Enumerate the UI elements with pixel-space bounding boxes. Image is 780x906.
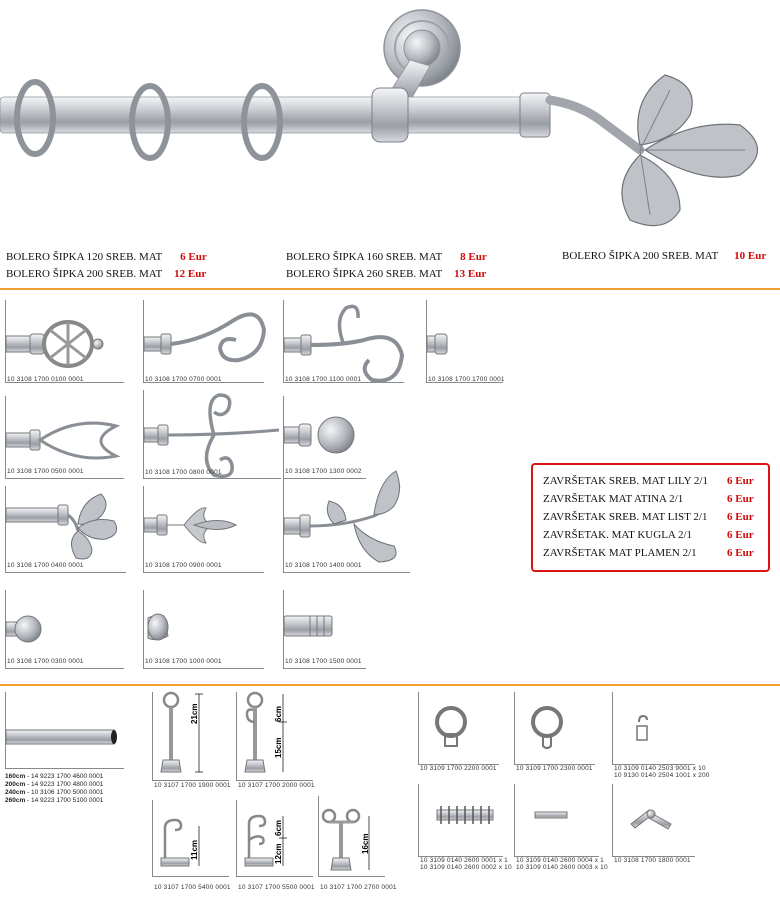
product-code: 10 3108 1700 0800 0001 [145, 469, 222, 476]
product-price: 6 Eur [727, 511, 754, 523]
rod-length: 200cm [5, 781, 26, 788]
rod-lengths-cell [5, 692, 124, 769]
accessory-cell-2 [514, 692, 595, 772]
finial-price-row [543, 511, 754, 523]
finial-endcap-icon [427, 300, 503, 382]
product-code: 10 3108 1700 0700 0001 [145, 376, 222, 383]
rod-length-list [5, 773, 103, 805]
finial-cell-2 [143, 300, 264, 383]
finial-cell-8 [5, 486, 126, 573]
section-divider-bottom [0, 684, 780, 686]
product-name: BOLERO ŠIPKA 200 SREB. MAT [562, 250, 719, 262]
rod-length: 240cm [5, 789, 26, 796]
accessory-cell-5 [514, 784, 608, 871]
finial-knob-icon [144, 590, 264, 668]
finial-price-row [543, 529, 754, 541]
accessory-cell-3 [612, 692, 710, 779]
hero-curtain-rod-image [0, 0, 780, 240]
finial-price-row [543, 475, 754, 487]
bracket-dim-label: 15cm [274, 737, 283, 758]
ring-hook-icon [515, 692, 595, 764]
product-name: ZAVRŠETAK SREB. MAT LILY 2/1 [543, 475, 708, 487]
product-price: 6 Eur [727, 529, 754, 541]
product-code: 10 3109 1700 2200 0001 [420, 765, 497, 772]
product-price: 13 Eur [454, 268, 487, 280]
accessory-cell-6 [612, 784, 695, 864]
product-price: 10 Eur [734, 250, 767, 262]
finial-price-row [543, 547, 754, 559]
product-code: 10 3109 0140 2503 9001 x 10 [614, 765, 706, 772]
finial-cell-1 [5, 300, 124, 383]
finial-cell-12 [143, 590, 264, 669]
rod-code: - 14 9223 1700 4600 0001 [25, 773, 104, 780]
finial-cage-icon [6, 300, 124, 382]
product-code: 10 9130 0140 2504 1001 x 200 [614, 772, 710, 779]
finial-cell-9 [143, 486, 264, 573]
product-code: 10 3109 0140 2600 0001 x 1 [420, 857, 508, 864]
finial-cell-11 [5, 590, 124, 669]
finial-ball-small-icon [6, 590, 124, 668]
finial-cell-3 [283, 300, 404, 383]
hero-price-3 [286, 251, 487, 263]
finial-cell-5 [5, 396, 124, 479]
bracket-ceiling-icon [319, 796, 385, 876]
bracket-dim-label: 12cm [274, 843, 283, 864]
product-price: 6 Eur [727, 475, 754, 487]
product-name: ZAVRŠETAK SREB. MAT LIST 2/1 [543, 511, 708, 523]
accessory-cell-1 [418, 692, 499, 772]
ring-clip-icon [419, 692, 499, 764]
product-code: 10 3108 1700 0500 0001 [7, 468, 84, 475]
product-code: 10 3109 1700 2300 0001 [516, 765, 593, 772]
rod-length: 160cm [5, 773, 26, 780]
finial-cell-4 [426, 300, 503, 383]
product-code: 10 3107 1700 2000 0001 [238, 782, 315, 789]
bracket-wall-double-icon [237, 800, 313, 876]
bracket-dim-label: 6cm [274, 705, 283, 722]
product-name: ZAVRŠETAK. MAT KUGLA 2/1 [543, 529, 693, 541]
finial-lily-icon [6, 396, 124, 478]
product-name: BOLERO ŠIPKA 260 SREB. MAT [286, 268, 443, 280]
product-name: ZAVRŠETAK MAT ATINA 2/1 [543, 493, 684, 505]
product-code: 10 3107 1700 5400 0001 [154, 884, 231, 891]
product-code: 10 3107 1700 1900 0001 [154, 782, 231, 789]
product-code: 10 3107 1700 5500 0001 [238, 884, 315, 891]
finial-cylinder-icon [284, 590, 366, 668]
rod-length-row [5, 797, 103, 805]
bracket-cell-2 [236, 692, 315, 789]
finial-cell-6 [143, 390, 281, 479]
product-price: 12 Eur [174, 268, 207, 280]
bracket-cell-1 [152, 692, 231, 789]
product-code: 10 3108 1700 0300 0001 [7, 658, 84, 665]
rod-code: - 14 9223 1700 5100 0001 [25, 797, 104, 804]
finial-leaves-icon [284, 466, 410, 572]
rod-length-row [5, 773, 103, 781]
finial-price-row [543, 493, 754, 505]
product-code: 10 3109 0140 2600 0003 x 10 [516, 864, 608, 871]
finial-leaf-branch-icon [6, 486, 126, 572]
rod-length: 260cm [5, 797, 26, 804]
bracket-cell-4 [236, 800, 315, 891]
bracket-dim-label: 16cm [361, 833, 370, 854]
hero-price-4 [286, 268, 486, 280]
product-code: 10 3108 1700 1800 0001 [614, 857, 691, 864]
finial-scroll-icon [144, 300, 264, 382]
product-code: 10 3108 1700 0400 0001 [7, 562, 84, 569]
product-code: 10 3109 0140 2600 0004 x 1 [516, 857, 604, 864]
rod-code: - 14 9223 1700 4800 0001 [25, 781, 104, 788]
rod-length-row [5, 781, 103, 789]
hero-price-5 [562, 250, 766, 262]
finial-price-box [531, 463, 770, 572]
accessory-cell-4 [418, 784, 512, 871]
product-name: ZAVRŠETAK MAT PLAMEN 2/1 [543, 547, 697, 559]
finial-cell-10 [283, 466, 410, 573]
product-code: 10 3108 1700 0100 0001 [7, 376, 84, 383]
runner-set-icon [419, 784, 503, 856]
finial-flame-icon [144, 486, 264, 572]
bracket-wall-icon [153, 800, 229, 876]
product-code: 10 3108 1700 0900 0001 [145, 562, 222, 569]
product-code: 10 3108 1700 1000 0001 [145, 658, 222, 665]
product-price: 6 Eur [180, 251, 207, 263]
rod-tube-icon [6, 692, 124, 768]
bracket-dim-label: 21cm [190, 703, 199, 724]
section-divider-top [0, 288, 780, 290]
stopper-bar-icon [515, 784, 599, 856]
finial-fleur-icon [144, 390, 281, 478]
product-price: 6 Eur [727, 547, 754, 559]
product-code: 10 3109 0140 2600 0002 x 10 [420, 864, 512, 871]
rod-code: - 10 3106 1700 5000 0001 [25, 789, 104, 796]
glider-hook-icon [613, 692, 695, 764]
product-code: 10 3108 1700 1500 0001 [285, 658, 362, 665]
bracket-cell-3 [152, 800, 231, 891]
product-price: 6 Eur [727, 493, 754, 505]
rod-length-row [5, 789, 103, 797]
product-code: 10 3107 1700 2700 0001 [320, 884, 397, 891]
product-price: 8 Eur [460, 251, 487, 263]
bracket-dim-label: 6cm [274, 819, 283, 836]
product-code: 10 3108 1700 1100 0001 [285, 376, 362, 383]
bracket-dim-label: 11cm [190, 839, 199, 860]
product-code: 10 3108 1700 1400 0001 [285, 562, 362, 569]
product-code: 10 3108 1700 1700 0001 [428, 376, 505, 383]
bracket-cell-5 [318, 796, 397, 891]
product-name: BOLERO ŠIPKA 160 SREB. MAT [286, 251, 443, 263]
finial-cell-13 [283, 590, 366, 669]
product-code: 10 3108 1700 1300 0002 [285, 468, 362, 475]
hero-price-2 [6, 268, 206, 280]
product-name: BOLERO ŠIPKA 120 SREB. MAT [6, 251, 163, 263]
finial-curl-icon [284, 300, 404, 382]
connector-joint-icon [613, 784, 695, 856]
hero-price-1 [6, 251, 207, 263]
product-name: BOLERO ŠIPKA 200 SREB. MAT [6, 268, 163, 280]
